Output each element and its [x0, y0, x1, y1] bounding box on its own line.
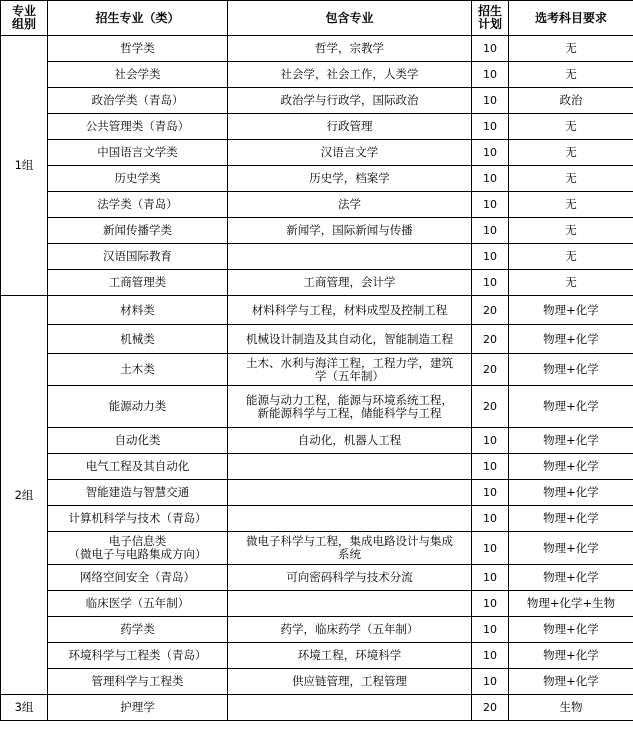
subjects-cell: 物理+化学 [509, 325, 633, 354]
includes-cell: 行政管理 [228, 114, 472, 140]
plan-cell: 10 [472, 62, 509, 88]
plan-cell: 20 [472, 695, 509, 721]
major-cell: 社会学类 [48, 62, 228, 88]
major-cell: 网络空间安全（青岛） [48, 565, 228, 591]
table-row [1, 140, 633, 166]
includes-cell: 汉语言文学 [228, 140, 472, 166]
table-row [1, 218, 633, 244]
major-cell: 临床医学（五年制） [48, 591, 228, 617]
plan-cell: 10 [472, 591, 509, 617]
plan-cell: 10 [472, 270, 509, 296]
includes-cell: 环境工程，环境科学 [228, 643, 472, 669]
subjects-cell: 物理+化学 [509, 565, 633, 591]
major-cell: 法学类（青岛） [48, 192, 228, 218]
major-cell: 新闻传播学类 [48, 218, 228, 244]
table-row [1, 695, 633, 721]
table-row [1, 669, 633, 695]
table-row [1, 88, 633, 114]
table-row [1, 428, 633, 454]
major-cell: 计算机科学与技术（青岛） [48, 506, 228, 532]
table-row [1, 114, 633, 140]
subjects-cell: 物理+化学 [509, 532, 633, 565]
subjects-cell: 物理+化学+生物 [509, 591, 633, 617]
plan-cell: 10 [472, 565, 509, 591]
includes-cell: 土木、水利与海洋工程，工程力学，建筑 学（五年制） [228, 354, 472, 386]
plan-cell: 20 [472, 325, 509, 354]
subjects-cell: 物理+化学 [509, 386, 633, 428]
plan-cell: 10 [472, 36, 509, 62]
includes-cell: 新闻学，国际新闻与传播 [228, 218, 472, 244]
plan-cell: 10 [472, 88, 509, 114]
subjects-cell: 物理+化学 [509, 454, 633, 480]
table-row [1, 386, 633, 428]
subjects-cell: 无 [509, 166, 633, 192]
major-cell: 电气工程及其自动化 [48, 454, 228, 480]
includes-cell: 法学 [228, 192, 472, 218]
table-row [1, 296, 633, 325]
subjects-cell: 无 [509, 140, 633, 166]
major-cell: 电子信息类 （微电子与电路集成方向） [48, 532, 228, 565]
table-row [1, 325, 633, 354]
table-body [1, 36, 633, 721]
plan-cell: 10 [472, 506, 509, 532]
header-plan: 招生 计划 [472, 1, 509, 36]
plan-cell: 10 [472, 166, 509, 192]
subjects-cell: 生物 [509, 695, 633, 721]
subjects-cell: 物理+化学 [509, 480, 633, 506]
includes-cell: 机械设计制造及其自动化，智能制造工程 [228, 325, 472, 354]
includes-cell [228, 244, 472, 270]
header-includes: 包含专业 [228, 1, 472, 36]
includes-cell: 微电子科学与工程，集成电路设计与集成 系统 [228, 532, 472, 565]
includes-cell: 供应链管理，工程管理 [228, 669, 472, 695]
includes-cell: 政治学与行政学，国际政治 [228, 88, 472, 114]
subjects-cell: 无 [509, 270, 633, 296]
major-cell: 工商管理类 [48, 270, 228, 296]
major-cell: 土木类 [48, 354, 228, 386]
includes-cell [228, 480, 472, 506]
includes-cell: 工商管理，会计学 [228, 270, 472, 296]
subjects-cell: 无 [509, 36, 633, 62]
subjects-cell: 无 [509, 218, 633, 244]
major-cell: 历史学类 [48, 166, 228, 192]
table-row [1, 192, 633, 218]
plan-cell: 10 [472, 669, 509, 695]
table-row [1, 532, 633, 565]
plan-cell: 10 [472, 244, 509, 270]
includes-cell: 历史学，档案学 [228, 166, 472, 192]
includes-cell: 可向密码科学与技术分流 [228, 565, 472, 591]
includes-cell: 自动化，机器人工程 [228, 428, 472, 454]
plan-cell: 20 [472, 354, 509, 386]
header-major: 招生专业（类） [48, 1, 228, 36]
header-row [1, 1, 633, 36]
table-row [1, 617, 633, 643]
subjects-cell: 物理+化学 [509, 296, 633, 325]
subjects-cell: 无 [509, 62, 633, 88]
plan-cell: 10 [472, 192, 509, 218]
major-cell: 中国语言文学类 [48, 140, 228, 166]
plan-cell: 10 [472, 643, 509, 669]
plan-cell: 10 [472, 454, 509, 480]
table-row [1, 506, 633, 532]
includes-cell: 能源与动力工程，能源与环境系统工程， 新能源科学与工程，储能科学与工程 [228, 386, 472, 428]
major-cell: 政治学类（青岛） [48, 88, 228, 114]
plan-cell: 10 [472, 218, 509, 244]
table-row [1, 454, 633, 480]
plan-cell: 10 [472, 114, 509, 140]
includes-cell: 哲学，宗教学 [228, 36, 472, 62]
subjects-cell: 物理+化学 [509, 643, 633, 669]
group-cell: 2组 [1, 296, 48, 695]
subjects-cell: 物理+化学 [509, 354, 633, 386]
subjects-cell: 无 [509, 192, 633, 218]
plan-cell: 10 [472, 532, 509, 565]
table-row [1, 270, 633, 296]
major-cell: 汉语国际教育 [48, 244, 228, 270]
includes-cell [228, 454, 472, 480]
major-cell: 护理学 [48, 695, 228, 721]
plan-cell: 10 [472, 480, 509, 506]
table-row [1, 244, 633, 270]
table-row [1, 354, 633, 386]
table-row [1, 480, 633, 506]
plan-cell: 10 [472, 617, 509, 643]
plan-cell: 20 [472, 386, 509, 428]
includes-cell [228, 695, 472, 721]
major-cell: 环境科学与工程类（青岛） [48, 643, 228, 669]
major-cell: 自动化类 [48, 428, 228, 454]
includes-cell: 材料科学与工程，材料成型及控制工程 [228, 296, 472, 325]
major-cell: 药学类 [48, 617, 228, 643]
subjects-cell: 无 [509, 244, 633, 270]
plan-cell: 10 [472, 140, 509, 166]
table-row [1, 166, 633, 192]
subjects-cell: 政治 [509, 88, 633, 114]
table-row [1, 565, 633, 591]
major-cell: 机械类 [48, 325, 228, 354]
major-cell: 材料类 [48, 296, 228, 325]
plan-cell: 10 [472, 428, 509, 454]
subjects-cell: 物理+化学 [509, 617, 633, 643]
table-row [1, 591, 633, 617]
major-cell: 哲学类 [48, 36, 228, 62]
subjects-cell: 物理+化学 [509, 506, 633, 532]
table-row [1, 36, 633, 62]
table-row [1, 62, 633, 88]
table-row [1, 643, 633, 669]
major-cell: 能源动力类 [48, 386, 228, 428]
group-cell: 1组 [1, 36, 48, 296]
subjects-cell: 无 [509, 114, 633, 140]
group-cell: 3组 [1, 695, 48, 721]
header-group: 专业 组别 [1, 1, 48, 36]
subjects-cell: 物理+化学 [509, 669, 633, 695]
major-cell: 智能建造与智慧交通 [48, 480, 228, 506]
includes-cell: 药学，临床药学（五年制） [228, 617, 472, 643]
includes-cell [228, 591, 472, 617]
major-cell: 公共管理类（青岛） [48, 114, 228, 140]
subjects-cell: 物理+化学 [509, 428, 633, 454]
header-subjects: 选考科目要求 [509, 1, 633, 36]
includes-cell: 社会学，社会工作，人类学 [228, 62, 472, 88]
includes-cell [228, 506, 472, 532]
major-cell: 管理科学与工程类 [48, 669, 228, 695]
plan-cell: 20 [472, 296, 509, 325]
